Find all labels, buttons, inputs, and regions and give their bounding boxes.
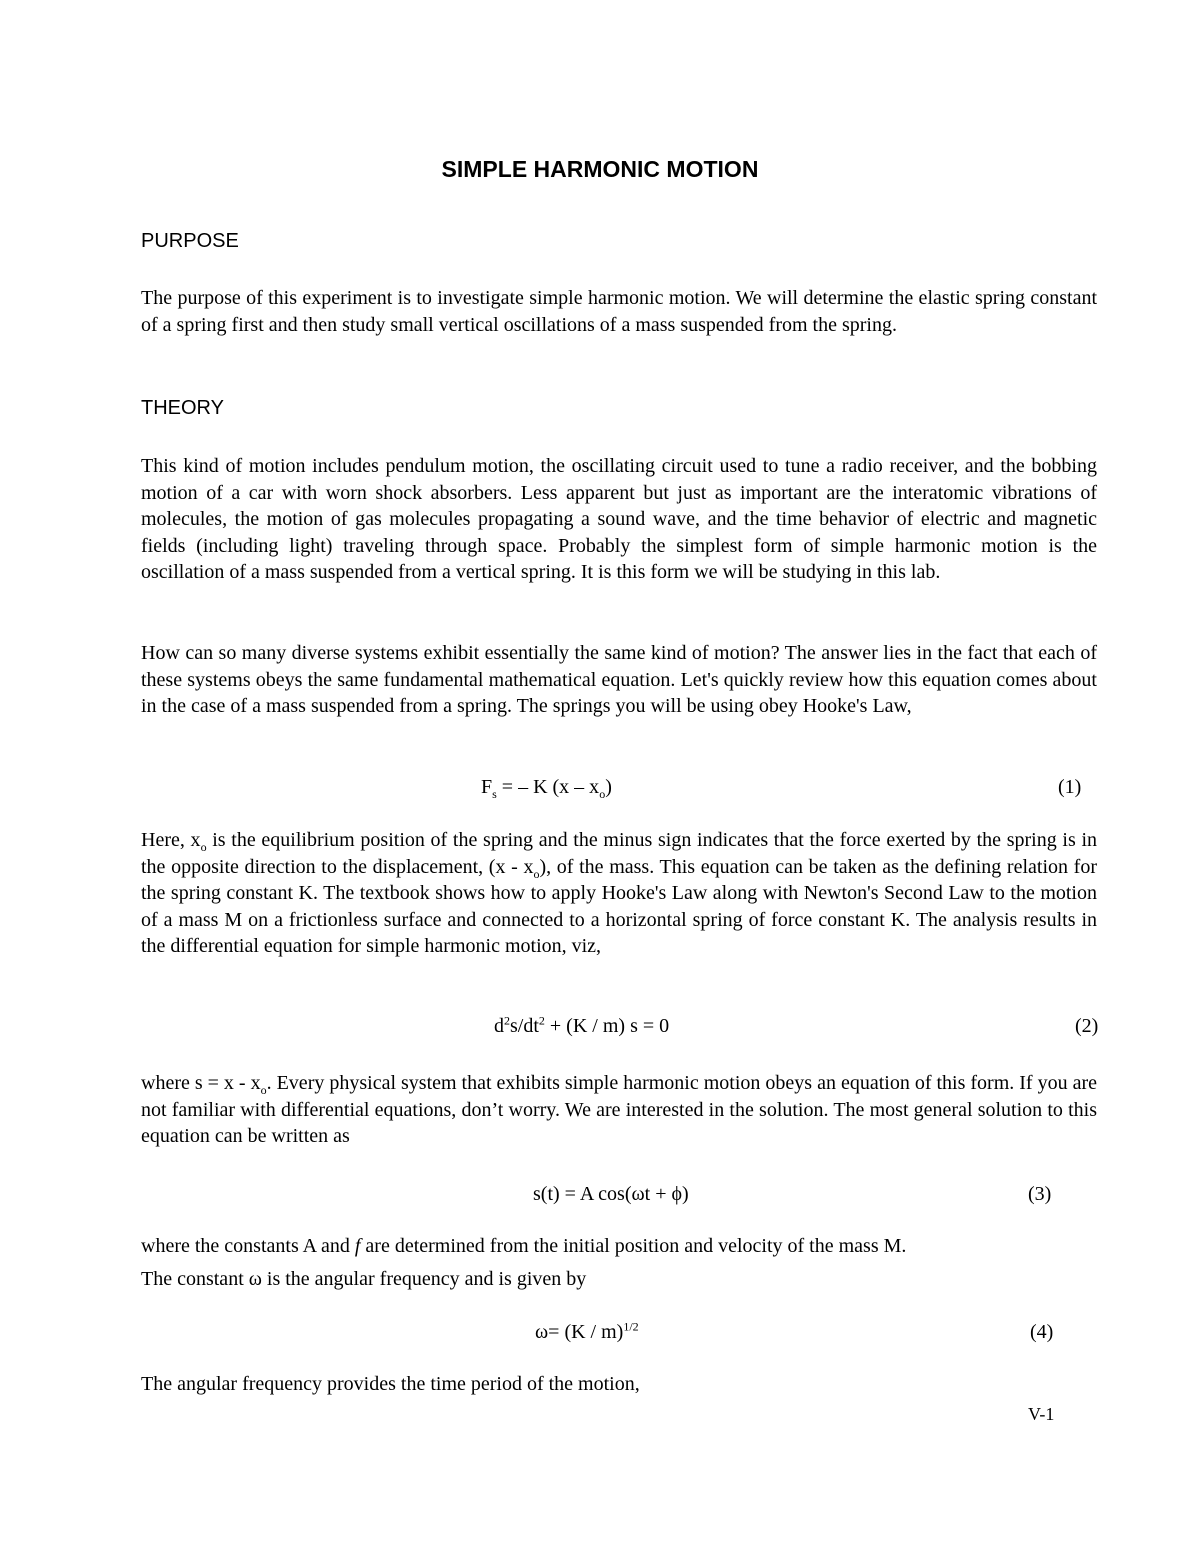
page-title: SIMPLE HARMONIC MOTION — [441, 156, 759, 182]
theory-paragraph-4: where $s = x - x_o$. Every physical system that exhibits simple harmonic motion obeys an equation of this form. If you are not familiar with differential equations, don’t worry. We are interested in the solution. The most general solution to this equation can be written as — [141, 1072, 1097, 1147]
theory-paragraph-2: How can so many diverse systems exhibit essentially the same kind of motion? The answer lies in the fact that each of these systems obeys the same fundamental mathematical equation. Let's quickly review how this equation comes about in the case of a mass suspended from a spring. The springs you will be using obey Hooke's Law, — [141, 642, 1097, 717]
equation-2-number: (2) — [1075, 1015, 1099, 1037]
theory-paragraph-1: This kind of motion includes pendulum motion, the oscillating circuit used to tune a radio receiver, and the bobbing motion of a car with worn shock absorbers. Less apparent but just as important are the interatomic vibrations of molecules, the motion of gas molecules propagating a sound wave, and the time behavior of electric and magnetic fields (including light) traveling through space. Probably the simplest form of simple harmonic motion is the oscillation of a mass suspended from a vertical spring. It is this form we will be studying in this lab. — [141, 455, 1097, 583]
equation-4-number: (4) — [1030, 1321, 1054, 1343]
equation-4: ω= (K / m)$^{1/2}$ — [535, 1319, 639, 1343]
page-number: V-1 — [1028, 1404, 1055, 1424]
equation-1-number: (1) — [1058, 776, 1082, 798]
purpose-paragraph: The purpose of this experiment is to investigate simple harmonic motion. We will determine the elastic spring constant of a spring first and then study small vertical oscillations of a mass suspended from the spring. — [141, 287, 1097, 336]
purpose-heading: PURPOSE — [141, 230, 239, 252]
angular-frequency-intro: The constant ω is the angular frequency and is given by — [141, 1268, 587, 1290]
equation-3: s(t) = A cos(ωt + ϕ) — [533, 1183, 689, 1205]
equation-1: $F_s$ = – K $(x - x_o)$ — [481, 776, 612, 801]
period-line: The angular frequency provides the time period of the motion, — [141, 1373, 640, 1395]
theory-heading: THEORY — [141, 397, 224, 419]
equation-3-number: (3) — [1028, 1183, 1052, 1205]
constants-line: where the constants A and f are determined from the initial position and velocity of the mass M. — [141, 1235, 907, 1257]
theory-paragraph-3: Here, $x_o$ is the equilibrium position of the spring and the minus sign indicates that the force exerted by the spring is in the opposite direction to the displacement, $(x - x_o)$, of the mass. This equation can be taken as the defining relation for the spring constant K. The textbook shows how to apply Hooke's Law along with Newton's Second Law to the motion of a mass M on a frictionless surface and connected to a horizontal spring of force constant K. The analysis results in the differential equation for simple harmonic motion, viz, — [141, 829, 1098, 957]
equation-2: $d^2s/dt^2 + (K / m) s = 0$ — [494, 1013, 670, 1037]
